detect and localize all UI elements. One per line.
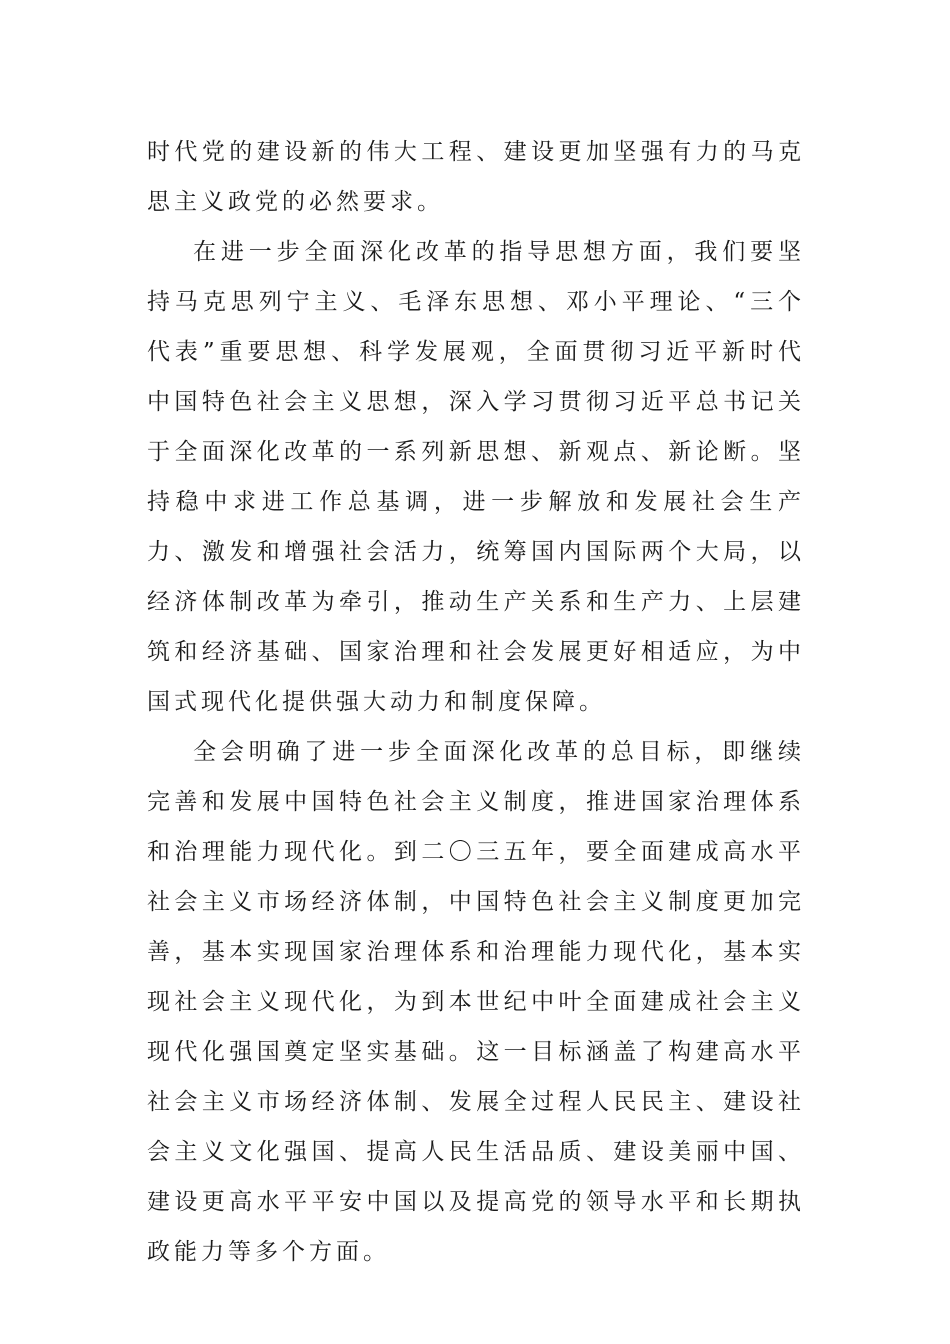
paragraph-3: 全会明确了进一步全面深化改革的总目标，即继续完善和发展中国特色社会主义制度，推进国家治理体系和治理能力现代化。到二〇三五年，要全面建成高水平社会主义市场经济体制，中国特色社会主义制度更加完善，基本实现国家治理体系和治理能力现代化，基本实现社会主义现代化，为到本世纪中叶全面建成社会主义现代化强国奠定坚实基础。这一目标涵盖了构建高水平社会主义市场经济体制、发展全过程人民民主、建设社会主义文化强国、提高人民生活品质、建设美丽中国、建设更高水平平安中国以及提高党的领导水平和长期执政能力等多个方面。 (147, 739, 805, 1265)
paragraph-2: 在进一步全面深化改革的指导思想方面，我们要坚持马克思列宁主义、毛泽东思想、邓小平理论、“三个代表”重要思想、科学发展观，全面贯彻习近平新时代中国特色社会主义思想，深入学习贯彻习近平总书记关于全面深化改革的一系列新思想、新观点、新论断。坚持稳中求进工作总基调，进一步解放和发展社会生产力、激发和增强社会活力，统筹国内国际两个大局，以经济体制改革为牵引，推动生产关系和生产力、上层建筑和经济基础、国家治理和社会发展更好相适应，为中国式现代化提供强大动力和制度保障。 (147, 239, 805, 715)
document-page (147, 127, 805, 1277)
paragraph-1: 时代党的建设新的伟大工程、建设更加坚强有力的马克思主义政党的必然要求。 (147, 139, 805, 215)
